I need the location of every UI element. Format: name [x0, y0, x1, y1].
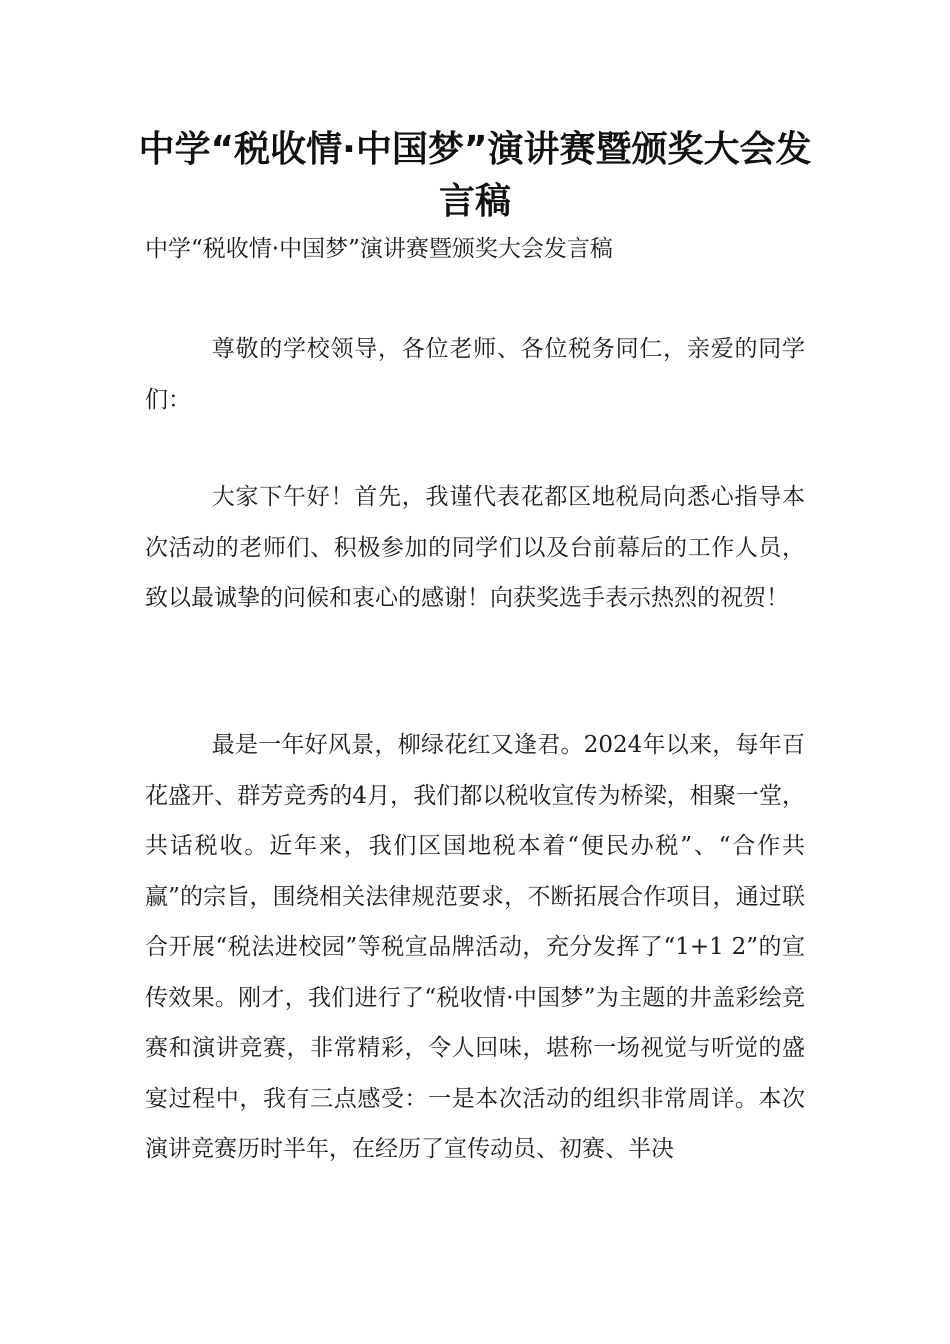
paragraph-greeting: 尊敬的学校领导，各位老师、各位税务同仁，亲爱的同学们： — [145, 336, 805, 413]
paragraph-thanks: 大家下午好！首先，我谨代表花都区地税局向悉心指导本次活动的老师们、积极参加的同学们以及台前幕后的工作人员，致以最诚挚的问候和衷心的感谢！向获奖选手表示热烈的祝贺！ — [145, 484, 805, 611]
paragraph-body: 最是一年好风景，柳绿花红又逢君。2024年以来，每年百花盛开、群芳竞秀的4月，我们都以税收宣传为桥梁，相聚一堂，共话税收。近年来，我们区国地税本着“便民办税”、“合作共赢”的宗旨，围绕相关法律规范要求，不断拓展合作项目，通过联合开展“税法进校园”等税宣品牌活动，充分发挥了“1+1 2”的宣传效果。刚才，我们进行了“税收情·中国梦”为主题的井盖彩绘竞赛和演讲竞赛，非常精彩，令人回味，堪称一场视觉与听觉的盛宴过程中，我有三点感受：一是本次活动的组织非常周详。本次演讲竞赛历时半年，在经历了宣传动员、初赛、半决 — [145, 732, 805, 1162]
document-title: 中学“税收情·中国梦”演讲赛暨颁奖大会发言稿 — [138, 129, 812, 222]
document-subtitle: 中学“税收情·中国梦”演讲赛暨颁奖大会发言稿 — [145, 236, 613, 262]
